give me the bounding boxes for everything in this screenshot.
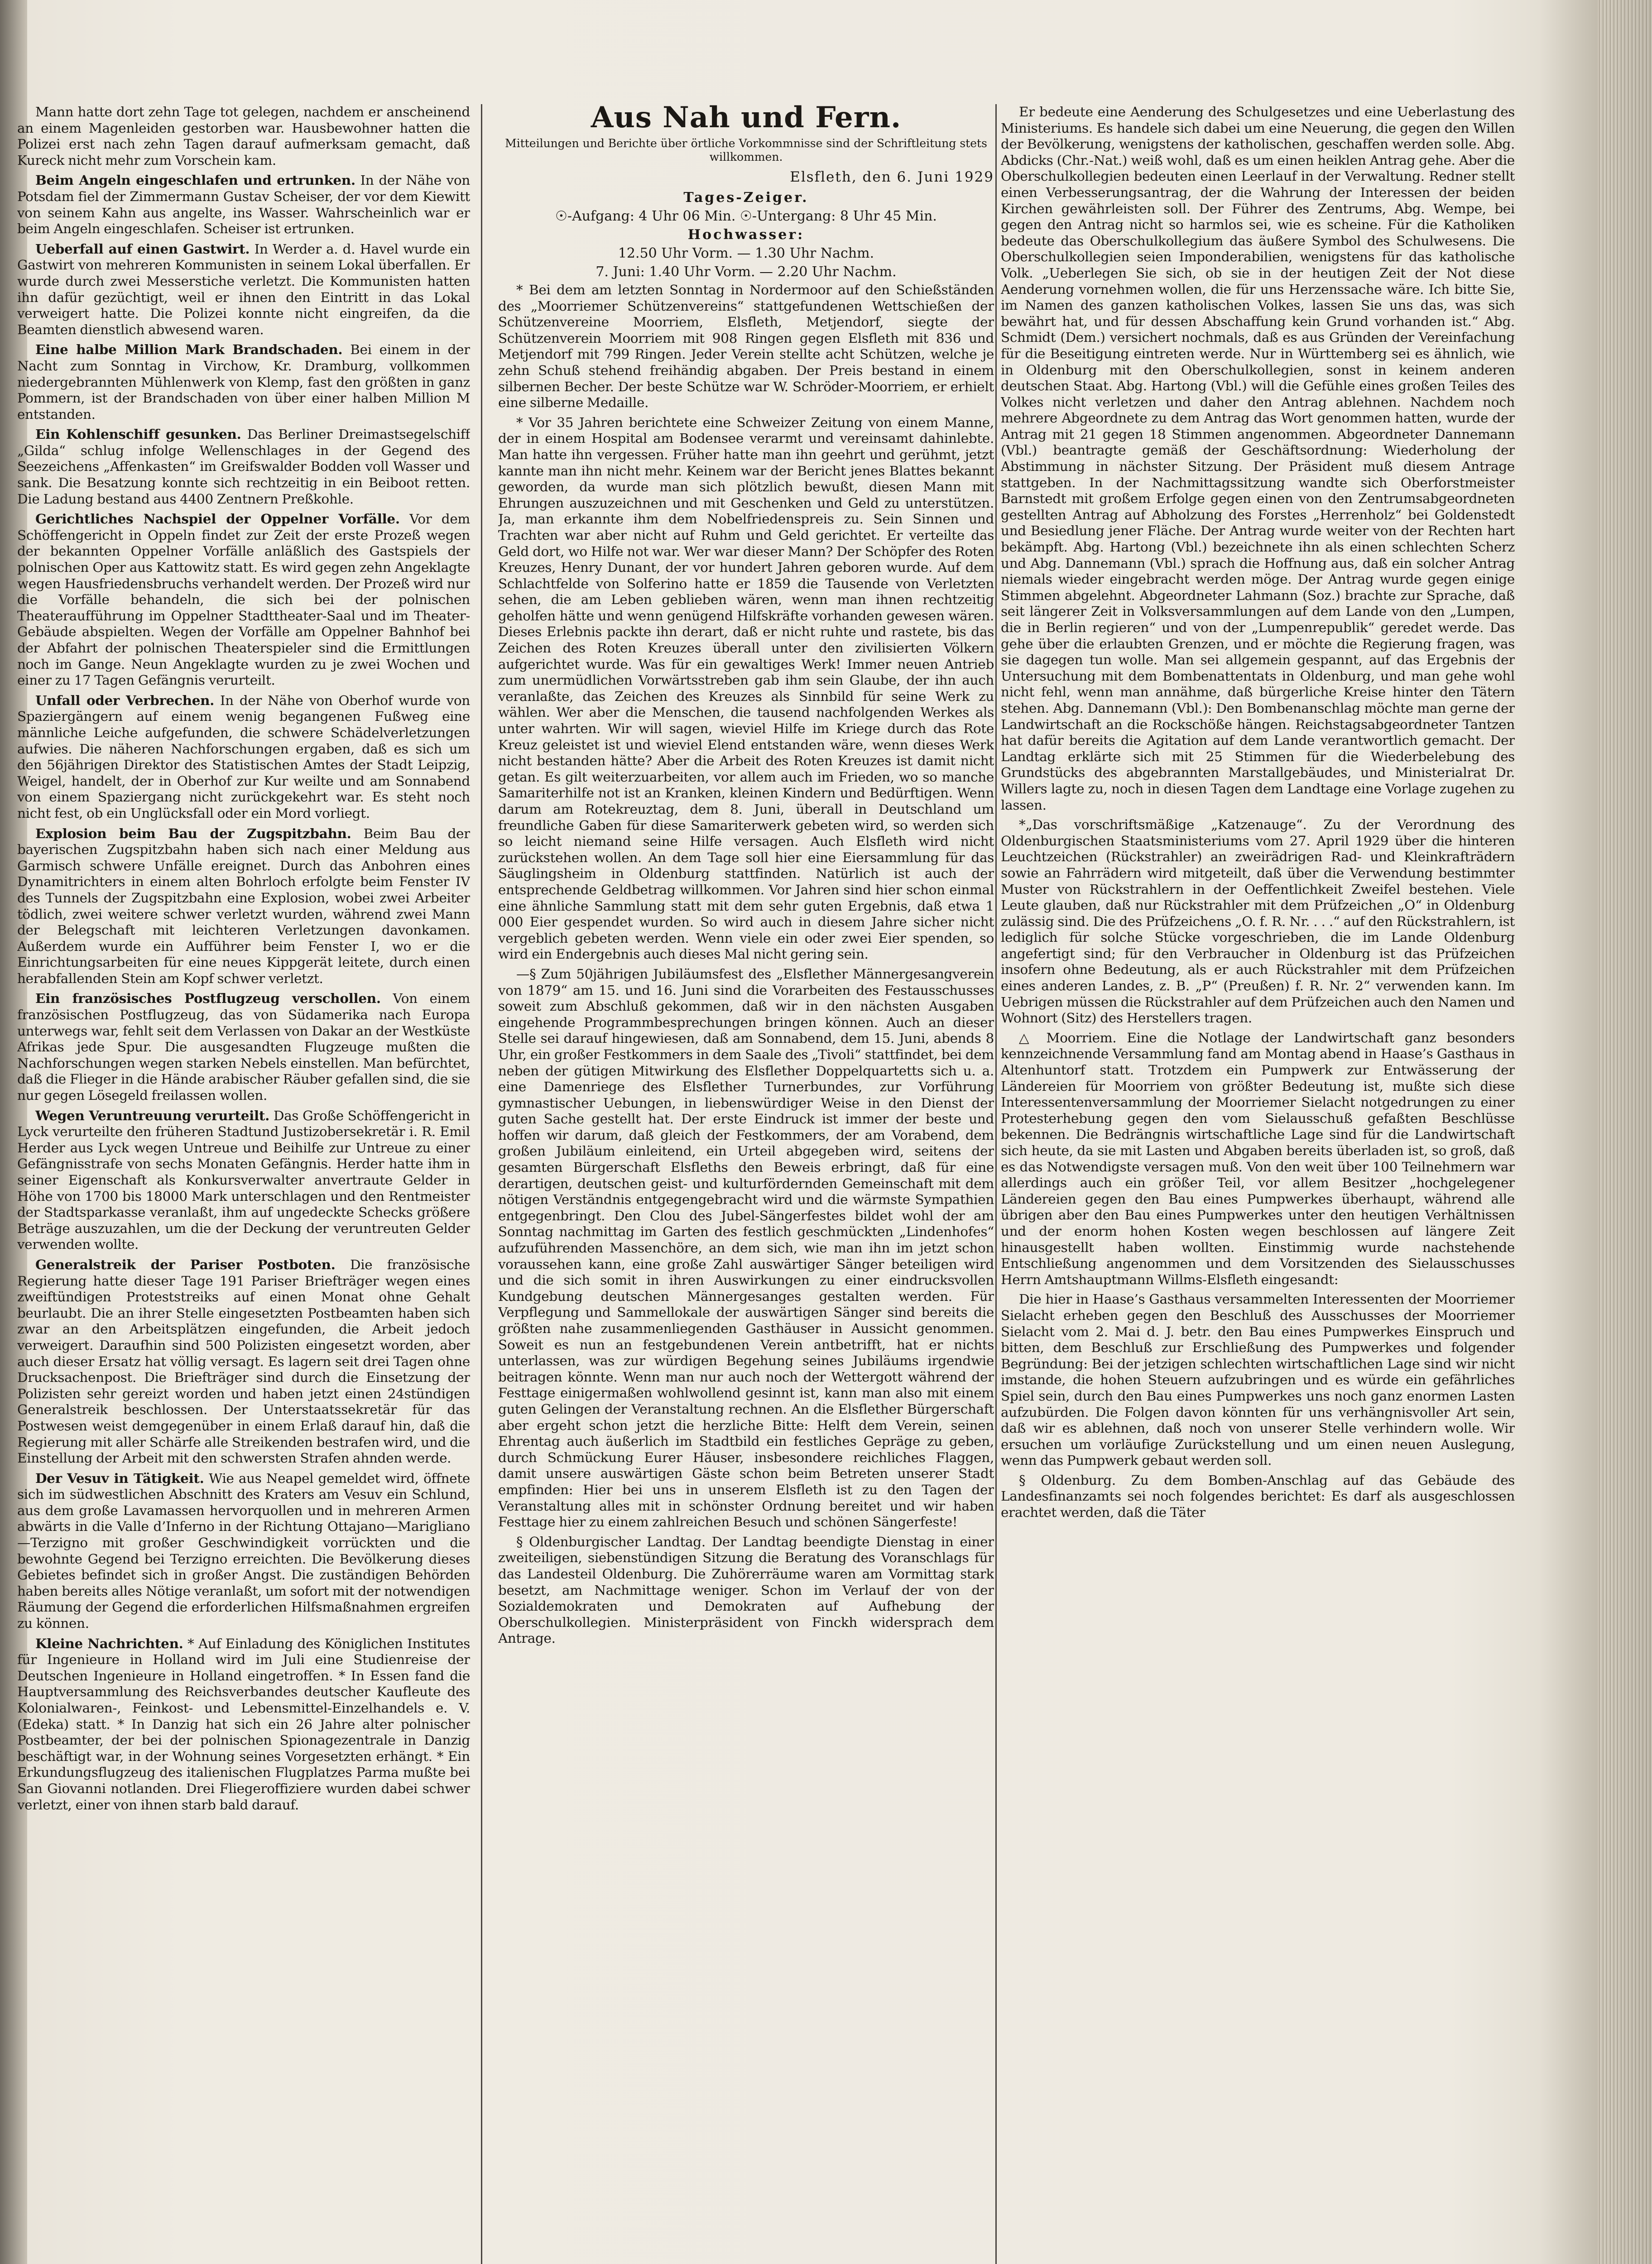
article-paragraph <box>17 426 470 507</box>
column-rule-1 <box>481 104 482 2264</box>
article-headline: Kleine Nachrichten. <box>35 1635 183 1651</box>
article-text: In der Nähe von Potsdam fiel der Zimmermann Gustav Scheiser, der vor dem Kiewitt von seinem Kahn aus angelte, ins Wasser. Wahrscheinlich war er beim Angeln eingeschlafen. Scheiser ist ertrunken. <box>17 173 470 237</box>
article-text: In Werder a. d. Havel wurde ein Gastwirt von mehreren Kommunisten in seinem Lokal überfallen. Er wurde durch zwei Messerstiche verletzt. Die Kommunisten hatten ihn dafür gezüchtigt, weil er ihnen den Eintritt in das Lokal verweigert hatte. Die Polizei konnte nicht eingreifen, da die Beamten dienstlich abwesend waren. <box>17 241 470 337</box>
article-paragraph <box>17 341 470 422</box>
article-paragraph <box>498 1534 994 1647</box>
article-paragraph <box>17 825 470 987</box>
article-paragraph <box>17 172 470 237</box>
column-right <box>1001 104 1515 2264</box>
article-text: In der Nähe von Oberhof wurde von Spaziergängern auf einem wenig begangenen Fußweg eine männliche Leiche aufgefunden, die schwere Schädelverletzungen aufwies. Die näheren Nachforschungen ergaben, daß es sich um den 56jährigen Direktor des Statistischen Amtes der Stadt Leipzig, Weigel, handelt, der in Oberhof zur Kur weilte und am Sonnabend von einem Spaziergang nicht zurückgekehrt war. Es steht noch nicht fest, ob ein Unglücksfall oder ein Mord vorliegt. <box>17 692 470 821</box>
section-masthead: Aus Nah und Fern. <box>591 101 902 134</box>
article-text: Das Berliner Dreimastsegelschiff „Gilda“ schlug infolge Wellenschlages in der Gegend des Seezeichens „Affenkasten“ im Greifswalder Bodden voll Wasser und sank. Die Besatzung konnte sich rechtzeitig in ein Beiboot retten. Die Ladung bestand aus 4400 Zentnern Preßkohle. <box>17 427 470 507</box>
sun-times: ☉-Aufgang: 4 Uhr 06 Min. ☉-Untergang: 8 Uhr 45 Min. <box>555 208 937 224</box>
article-text: △ Moorriem. Eine die Notlage der Landwirtschaft ganz besonders kennzeichnende Versammlung fand am Montag abend in Haase’s Gasthaus in Altenhuntorf statt. Trotzdem ein Pumpwerk zur Entwässerung der Ländereien für Moorriem von größter Bedeutung ist, mußte sich diese Interessentenversammlung der Moorriemer Sielacht notgedrungen zu einer Protesterhebung gegen den vom Sielausschuß gefaßten Beschlüsse bekennen. Die Bedrängnis wirtschaftliche Lage sind für die Landwirtschaft sich heute, da sie mit Lasten und Abgaben bereits überladen ist, so groß, daß es das Notwendigste versagen muß. Von den weit über 100 Teilnehmern war allerdings auch ein größer Teil, vor allem Besitzer „hochgelegener Ländereien gegen den Bau eines Pumpwerkes überhaupt, während alle übrigen aber den Bau eines Pumpwerkes unter den heutigen Verhältnissen und der enorm hohen Kosten wegen beschlossen auf längere Zeit hinausgestellt haben wollten. Einstimmig wurde nachstehende Entschließung angenommen und dem Vorsitzenden des Sielausschusses Herrn Amtshauptmann Willms-Elsfleth eingesandt: <box>1001 1030 1515 1287</box>
article-paragraph <box>1001 104 1515 813</box>
article-text: Die hier in Haase’s Gasthaus versammelten Interessenten der Moorriemer Sielacht erheben gegen den Beschluß des Ausschusses der Moorriemer Sielacht vom 2. Mai d. J. betr. den Bau eines Pumpwerkes Einspruch und bitten, dem Beschluß zur Erschließung des Pumpwerkes und folgender Begründung: Bei der jetzigen schlechten wirtschaftlichen Lage sind wir nicht imstande, die hohen Steuern aufzubringen und es würde ein gefährliches Spiel sein, durch den Bau eines Pumpwerkes uns noch ganz enormen Lasten aufzubürden. Die Folgen davon könnten für uns verhängnisvoller Art sein, daß wir es ablehnen, daß noch von unserer Stelle verhindern wolle. Wir ersuchen um vorläufige Zurückstellung und um einen neuen Auslegung, wenn das Pumpwerk gebaut werden soll. <box>1001 1291 1515 1468</box>
article-headline: Ueberfall auf einen Gastwirt. <box>35 240 250 257</box>
article-paragraph <box>1001 1291 1515 1469</box>
article-paragraph <box>17 692 470 822</box>
hochwasser-line: 12.50 Uhr Vorm. — 1.30 Uhr Nachm. <box>618 245 874 261</box>
column-rule-2 <box>995 104 997 2264</box>
article-paragraph <box>17 1636 470 1813</box>
article-headline: Ein Kohlenschiff gesunken. <box>35 426 241 442</box>
article-paragraph <box>17 511 470 689</box>
article-paragraph <box>498 415 994 963</box>
article-headline: Der Vesuv in Tätigkeit. <box>35 1470 204 1486</box>
article-paragraph <box>1001 1030 1515 1288</box>
hochwasser-line: 7. Juni: 1.40 Uhr Vorm. — 2.20 Uhr Nachm. <box>595 264 897 280</box>
article-text: Das Große Schöffengericht in Lyck verurteilte den früheren Stadtund Justizobersekretär i. R. Emil Herder aus Lyck wegen Untreue und Beihilfe zur Untreue zu einer Gefängnisstrafe von sechs Monaten Gefängnis. Herder hatte ihm in seiner Eigenschaft als Konkursverwalter anvertraute Gelder in Höhe von 1700 bis 18000 Mark unterschlagen und den Rentmeister der Stadtsparkasse veranlaßt, ihm auf ungedeckte Schecks größere Beträge auszuzahlen, um die der Deckung der veruntreuten Gelder verwenden wollte. <box>17 1108 470 1252</box>
article-text: * Bei dem am letzten Sonntag in Nordermoor auf den Schießständen des „Moorriemer Schützenvereins“ stattgefundenen Wettschießen der Schützenvereine Moorriem, Elsfleth, Metjendorf, siegte der Schützenverein Moorriem mit 908 Ringen gegen Elsfleth mit 836 und Metjendorf mit 799 Ringen. Jeder Verein stellte acht Schützen, welche je zehn Schuß stehend freihändig abgaben. Der Preis bestand in einem silbernen Becher. Der beste Schütze war W. Schröder-Moorriem, er erhielt eine silberne Medaille. <box>498 282 994 411</box>
article-headline: Unfall oder Verbrechen. <box>35 692 215 708</box>
article-headline: Generalstreik der Pariser Postboten. <box>35 1256 336 1272</box>
article-paragraph <box>1001 817 1515 1026</box>
section-subhead: Mitteilungen und Berichte über örtliche Vorkommnisse sind der Schriftleitung stets willkommen. <box>505 137 987 163</box>
article-text: *„Das vorschriftsmäßige „Katzenauge“. Zu der Verordnung des Oldenburgischen Staatsministeriums vom 27. April 1929 über die hinteren Leuchtzeichen (Rückstrahler) an zweirädrigen Rad- und Kleinkrafträdern sowie an Fahrrädern wird mitgeteilt, daß über die Verwendung bestimmter Muster von Rückstrahlern in der Oeffentlichkeit Zweifel bestehen. Viele Leute glauben, daß nur Rückstrahler mit dem Prüfzeichen „O“ in Oldenburg zulässig sind. Die des Prüfzeichens „O. f. R. Nr. . . .“ auf den Rückstrahlern, ist lediglich für solche Stücke vorgeschrieben, die im Lande Oldenburg angefertigt sind; für den Verbraucher in Oldenburg ist das Prüfzeichen insofern ohne Bedeutung, als er auch Rückstrahler mit dem Prüfzeichen eines anderen Landes, z. B. „P“ (Preußen) f. R. Nr. 2“ verwenden kann. Im Uebrigen müssen die Rückstrahler auf dem Prüfzeichen auch den Namen und Wohnort (Sitz) des Herstellers tragen. <box>1001 817 1515 1026</box>
article-headline: Gerichtliches Nachspiel der Oppelner Vorfälle. <box>35 511 400 527</box>
article-text: Wie aus Neapel gemeldet wird, öffnete sich im südwestlichen Abschnitt des Kraters am Vesuv ein Schlund, aus dem große Lavamassen hervorquollen und in mehreren Armen abwärts in die Valle d’Inferno in der Richtung Ottajano—Marigliano—Terzigno mit großer Geschwindigkeit vorrückten und die bewohnte Gegend bei Terzigno erreichten. Die Bevölkerung dieses Gebietes befindet sich in großer Angst. Die zuständigen Behörden haben bereits alles Nötige veranlaßt, um sofort mit der notwendigen Räumung der Gegend die erforderlichen Hilfsmaßnahmen ergreifen zu können. <box>17 1470 470 1631</box>
article-paragraph <box>17 990 470 1103</box>
article-text: * Vor 35 Jahren berichtete eine Schweizer Zeitung von einem Manne, der in einem Hospital am Bodensee verarmt und vereinsamt dahinlebte. Man hatte ihn vergessen. Früher hatte man ihn geehrt und gerühmt, jetzt kannte man ihn nicht mehr. Keinem war der Bericht jenes Blattes bekannt geworden, da wurde man sich plötzlich bewußt, diesen Mann mit Ehrungen auszuzeichnen und mit Geschenken und Geld zu unterstützen. Ja, man erkannte ihm dem Nobelfriedenspreis zu. Sein Sinnen und Trachten war aber nicht auf Ruhm und Geld gerichtet. Er verteilte das Geld dort, wo Hilfe not war. Wer war dieser Mann? Der Schöpfer des Roten Kreuzes, Henry Dunant, der vor hundert Jahren geboren wurde. Auf dem Schlachtfelde von Solferino hatte er 1859 die Tausende von Verletzten sehen, die am Leben geblieben wären, wenn man ihnen rechtzeitig geholfen hätte und wenn genügend Hilfskräfte vorhanden gewesen wären. Dieses Erlebnis packte ihn derart, daß er nicht ruhte und rastete, bis das Zeichen des Roten Kreuzes überall unter den zivilisierten Völkern aufgerichtet wurde. Was für ein gewaltiges Werk! Immer neuen Antrieb zum unermüdlichen Vorwärtsstreben gab ihm sein Glaube, der ihn auch veranlaßte, das Zeichen des Kreuzes als Sinnbild für seine Werk zu wählen. Wer aber die Menschen, die tausend nachfolgenden Werkes als unter wahrten. Wir will sagen, wieviel Hilfe im Kriege durch das Rote Kreuz geleistet ist und wieviel Elend entstanden wäre, wenn dieses Werk nicht bestanden hätte? Aber die Arbeit des Roten Kreuzes ist damit nicht getan. Es gilt weiterzuarbeiten, vor allem auch im Frieden, wo so manche Samariterhilfe not ist an Kranken, kleinen Kindern und Bedürftigen. Wenn darum am Rotekreuztag, dem 8. Juni, überall in Deutschland um freundliche Gaben für diese Samariterwerk gebeten wird, so werden sich so leicht niemand seine Hilfe versagen. Auch Elsfleth wird nicht zurückstehen wollen. An dem Tage soll hier eine Eiersammlung für das Säuglingsheim in Oldenburg stattfinden. Natürlich ist auch der entsprechende Geldbetrag willkommen. Vor Jahren sind hier schon einmal eine ähnliche Sammlung statt mit dem sehr guten Ergebnis, daß etwa 1 000 Eier gespendet wurden. So wird auch in diesem Jahre sicher nicht vergeblich gebeten werden. Wenn viele ein oder zwei Eier spenden, so wird ein Endergebnis auch dieses Mal nicht gering sein. <box>498 414 994 962</box>
article-paragraph <box>498 966 994 1530</box>
article-text: Mann hatte dort zehn Tage tot gelegen, nachdem er anscheinend an einem Magenleiden gestorben war. Hausbewohner hatten die Polizei erst nach zehn Tagen darauf aufmerksam gemacht, daß Kureck nicht mehr zum Vorschein kam. <box>17 104 470 168</box>
article-text: * Auf Einladung des Königlichen Institutes für Ingenieure in Holland wird im Juli eine Studienreise der Deutschen Ingenieure in Holland eingetroffen. * In Essen fand die Hauptversammlung des Reichsverbandes deutscher Kaufleute des Kolonialwaren-, Feinkost- und Lebensmittel-Einzelhandels e. V. (Edeka) statt. * In Danzig hat sich ein 26 Jahre alter polnischer Postbeamter, der bei der polnischen Spionagezentrale in Danzig beschäftigt war, in der Wohnung seines Vorgesetzten erhängt. * Ein Erkundungsflugzeug des italienischen Flugplatzes Parma mußte bei San Giovanni notlanden. Drei Fliegeroffiziere wurden dabei schwer verletzt, einer von ihnen starb bald darauf. <box>17 1636 470 1813</box>
article-headline: Wegen Veruntreuung verurteilt. <box>35 1107 270 1123</box>
article-text: Er bedeute eine Aenderung des Schulgesetzes und eine Ueberlastung des Ministeriums. Es handele sich dabei um eine Neuerung, die gegen den Willen der Bevölkerung, wenigstens der katholischen, geschaffen werden solle. Abg. Abdicks (Chr.-Nat.) weiß wohl, daß es um einen heiklen Antrag gehe. Aber die Oberschulkollegien bedeuten einen Leerlauf in der Verwaltung. Redner stellt einen Verbesserungsantrag, der die Wahrung der Interessen der beiden Kirchen gewährleisten soll. Der Führer des Zentrums, Abg. Wempe, bei gegen den Antrag nicht so harmlos sei, wie es scheine. Für die Katholiken bedeute das Oberschulkollegium das äußere Symbol des Schulwesens. Die Oberschulkollegien seien Imponderabilien, wenigstens für das katholische Volk. „Ueberlegen Sie sich, ob sie in der heutigen Zeit der Not diese Aenderung vornehmen wollen, die für uns Herzenssache wäre. Ich bitte Sie, im Namen des ganzen katholischen Volkes, lassen Sie uns das, was sich bewährt hat, und für dessen Abschaffung kein Grund vorhanden ist.“ Abg. Schmidt (Dem.) versichert nochmals, daß es aus Gründen der Vereinfachung für die Beseitigung eintreten werde. Nur in Württemberg sei es ähnlich, wie in Oldenburg mit den Oberschulkollegien, sonst in keinem anderen deutschen Staat. Abg. Hartong (Vbl.) will die Gefühle eines großen Teiles des Volkes nicht verletzen und daher den Antrag ablehnen. Nachdem noch mehrere Abgeordnete zu dem Antrag das Wort genommen hatten, wurde der Antrag mit 21 gegen 18 Stimmen angenommen. Abgeordneter Dannemann (Vbl.) beantragte gemäß der Geschäftsordnung: Wiederholung der Abstimmung in nächster Sitzung. Der Präsident muß diesem Antrage stattgeben. In der Nachmittagssitzung wandte sich Oberforstmeister Barnstedt mit großem Erfolge gegen einen von den Zentrumsabgeordneten gestellten Antrag auf Abholzung des Forstes „Herrenholz“ bei Goldenstedt und Besiedlung jener Fläche. Der Antrag wurde weiter von der Rechten hart bekämpft. Abg. Hartong (Vbl.) bezeichnete ihn als einen schlechten Scherz und Abg. Dannemann (Vbl.) sprach die Hoffnung aus, daß ein solcher Antrag niemals wieder eingebracht werden möge. Der Antrag wurde gegen einige Stimmen abgelehnt. Abgeordneter Lahmann (Soz.) brachte zur Sprache, daß seit längerer Zeit in Volksversammlungen auf dem Lande von den „Lumpen, die in Berlin regieren“ und von der „Lumpenrepublik“ geredet werde. Das gehe über die erlaubten Grenzen, und er möchte die Regierung fragen, was sie dagegen tun wolle. Man sei allgemein gespannt, auf das Ergebnis der Untersuchung mit dem Bombenattentats in Oldenburg, und man gehe wohl nicht fehl, wenn man annähme, daß bürgerliche Kreise hinter den Tätern stehen. Abg. Dannemann (Vbl.): Den Bombenanschlag möchte man gerne der Landwirtschaft an die Rockschöße hängen. Reichstagsabgeordneter Tantzen hat dafür bereits die Agitation auf dem Lande verantwortlich gemacht. Der Landtag erklärte sich mit 25 Stimmen für die Wiederbelebung des Grundstücks des abgebrannten Marstallgebäudes, und Ministerialrat Dr. Willers lagte zu, noch in diesen Tagen dem Landtage eine Vorlage zugehen zu lassen. <box>1001 104 1515 813</box>
article-paragraph <box>17 104 470 168</box>
article-paragraph <box>17 1257 470 1467</box>
hochwasser-heading: Hochwasser: <box>687 227 805 243</box>
article-paragraph <box>17 241 470 338</box>
article-paragraph <box>1001 1473 1515 1521</box>
article-paragraph <box>17 1470 470 1632</box>
article-headline: Beim Angeln eingeschlafen und ertrunken. <box>35 172 355 188</box>
article-text: Beim Bau der bayerischen Zugspitzbahn haben sich nach einer Meldung aus Garmisch schwere Unfälle ereignet. Durch das Anbohren eines Dynamitrichters in einem alten Bohrloch erfolgte beim Fenster IV des Tunnels der Zugspitzbahn eine Explosion, wobei zwei Arbeiter tödlich, zwei weitere schwer verletzt wurden, während zwei Mann der Belegschaft mit leichteren Verletzungen davonkamen. Außerdem wurde ein Aufführer beim Fenster I, wo er die Einrichtungsarbeiten für eine neues Kippgerät leitete, durch einen herabfallenden Stein am Kopf schwer verletzt. <box>17 825 470 986</box>
article-text: § Oldenburgischer Landtag. Der Landtag beendigte Dienstag in einer zweiteiligen, siebenstündigen Sitzung die Beratung des Voranschlags für das Landesteil Oldenburg. Die Zuhörerräume waren am Vormittag stark besetzt, am Nachmittage weniger. Schon im Verlauf der von der Sozialdemokraten und Demokraten auf Aufhebung der Oberschulkollegien. Ministerpräsident von Finckh widersprach dem Antrage. <box>498 1534 994 1646</box>
page-edge <box>1598 0 1652 2264</box>
column-middle-articles <box>498 282 994 1647</box>
article-text: § Oldenburg. Zu dem Bomben-Anschlag auf das Gebäude des Landesfinanzamts sei noch folgendes berichtet: Es darf als ausgeschlossen erachtet werden, daß die Täter <box>1001 1472 1515 1521</box>
article-text: Von einem französischen Postflugzeug, das von Südamerika nach Europa unterwegs war, fehlt seit dem Verlassen von Dakar an der Westküste Afrikas jede Spur. Die ausgesandten Flugzeuge mußten die Nachforschungen wegen starken Nebels einstellen. Man befürchtet, daß die Flieger in die Hände arabischer Räuber gefallen sind, die sie nur gegen Lösegeld freilassen wollen. <box>17 991 470 1103</box>
article-text: Die französische Regierung hatte dieser Tage 191 Pariser Briefträger wegen eines zweiftündigen Proteststreiks auf einen Monat ohne Gehalt beurlaubt. Die an ihrer Stelle eingesetzten Postbeamten haben sich zwar an den Arbeitsplätzen eingefunden, die Arbeit jedoch verweigert. Daraufhin sind 500 Polizisten eingesetzt worden, aber auch dieser Ersatz hat völlig versagt. Es lagern seit drei Tagen ohne Drucksachenpost. Die Briefträger sind durch die Einsetzung der Polizisten sehr gereizt worden und haben jetzt einen 24stündigen Generalstreik beschlossen. Der Unterstaatssekretär für das Postwesen weist demgegenüber in einem Erlaß darauf hin, daß die Regierung mit aller Schärfe alle Streikenden bestrafen wird, und die Einstellung der Arbeit mit den schwersten Strafen ahnden werde. <box>17 1257 470 1466</box>
article-text: Vor dem Schöffengericht in Oppeln findet zur Zeit der erste Prozeß wegen der bekannten Oppelner Vorfälle anläßlich des Gastspiels der polnischen Oper aus Kattowitz statt. Es wird gegen zehn Angeklagte wegen Hausfriedensbruchs verhandelt werden. Der Prozeß wird nur die Vorfälle behandeln, die sich bei der polnischen Theateraufführung im Oppelner Stadttheater-Saal und im Theater-Gebäude abspielten. Wegen der Vorfälle am Oppelner Bahnhof bei der Abfahrt der polnischen Theaterspieler sind die Ermittlungen noch im Gange. Neun Angeklagte wurden zu je zwei Wochen und einer zu 17 Tagen Gefängnis verurteilt. <box>17 511 470 688</box>
column-left <box>17 104 470 2264</box>
article-paragraph <box>17 1108 470 1253</box>
article-headline: Eine halbe Million Mark Brandschaden. <box>35 341 343 358</box>
article-paragraph <box>498 282 994 411</box>
article-headline: Explosion beim Bau der Zugspitzbahn. <box>35 825 351 841</box>
article-text: Bei einem in der Nacht zum Sonntag in Virchow, Kr. Dramburg, vollkommen niedergebrannten Mühlenwerk von Klemp, fast den größten in ganz Pommern, ist der Brandschaden von über einer halben Million M entstanden. <box>17 342 470 422</box>
dateline: Elsfleth, den 6. Juni 1929 <box>790 169 994 185</box>
column-middle <box>498 101 994 2264</box>
article-text: —§ Zum 50jährigen Jubiläumsfest des „Elsflether Männergesangverein von 1879“ am 15. und 16. Juni sind die Vorarbeiten des Festausschusses soweit zum Abschluß gekommen, daß wir in den nächsten Ausgaben eingehende Programmbesprechungen bringen können. Auch an dieser Stelle sei darauf hingewiesen, daß am Sonnabend, dem 15. Juni, abends 8 Uhr, ein großer Festkommers in dem Saale des „Tivoli“ stattfindet, bei dem neben der gütigen Mitwirkung des Elsflether Doppelquartetts sich u. a. eine Damenriege des Elsflether Turnerbundes, zur Vorführung gymnastischer Uebungen, in liebenswürdiger Weise in den Dienst der guten Sache gestellt hat. Der erste Eindruck ist immer der beste und hoffen wir darum, daß gleich der Festkommers, der am Vorabend, dem großen Jubiläum einleitend, ein Urteil abgegeben wird, seitens der gesamten Bürgerschaft Elsfleths den Beweis erbringt, daß für eine derartigen, deutschen geist- und kulturfördernden Gemeinschaft mit dem nötigen Verständnis entgegengebracht wird und die wärmste Sympathien entgegenbringt. Den Clou des Jubel-Sängerfestes bildet wohl der am Sonntag nachmittag im Garten des festlich geschmückten „Lindenhofes“ aufzuführenden Massenchöre, an dem sich, wie man ihn im jetzt schon voraussehen kann, eine große Zahl auswärtiger Sänger beteiligen wird und die sich somit in ihren Auswirkungen zu einer eindrucksvollen Kundgebung deutschen Männergesanges gestalten werden. Für Verpflegung und Sammellokale der auswärtigen Sänger sind bereits die größten nahe zusammenliegenden Gasthäuser in Aussicht genommen. Soweit es nun an festgebundenen Verein antbetrifft, hat er nichts unterlassen, was zur würdigen Begehung seines Jubiläums irgendwie beitragen könnte. Wenn man nur auch noch der Wettergott während der Festtage einigermaßen wohlwollend gesinnt ist, kann man also mit einem guten Gelingen der Veranstaltung rechnen. An die Elsflether Bürgerschaft aber ergeht schon jetzt die herzliche Bitte: Helft dem Verein, seinen Ehrentag auch äußerlich im Stadtbild ein festliches Gepräge zu geben, durch Schmückung Eurer Häuser, insbesondere reichliches Flaggen, damit unsere auswärtigen Gäste schon beim Betreten unserer Stadt empfinden: Hier bei uns in unserem Elsfleth ist zu den Tagen der Veranstaltung alles mit in schönster Ordnung bereitet und wir haben Festtage hier zu einem zahlreichen Besuch und schönen Sängerfeste! <box>498 966 994 1530</box>
tageszeiger-heading: Tages-Zeiger. <box>683 190 809 206</box>
article-headline: Ein französisches Postflugzeug verschollen. <box>35 990 381 1007</box>
